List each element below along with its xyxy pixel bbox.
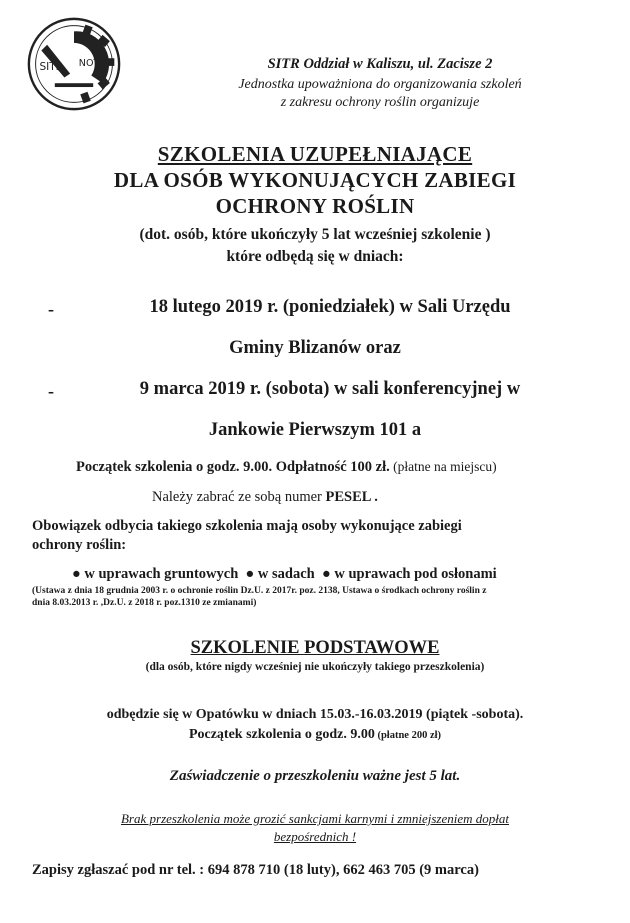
contact-phones: Zapisy zgłaszać pod nr tel. : 694 878 710 (18 luty), 662 463 705 (9 marca) (32, 862, 479, 878)
basic-training-dates: odbędzie się w Opatówku w dniach 15.03.-16.03.2019 (piątek -sobota). (106, 707, 524, 722)
date-1-line-1: 18 lutego 2019 r. (poniedziałek) w Sali Urzędu (149, 297, 511, 317)
warning-line-1: Brak przeszkolenia może grozić sankcjami karnymi i zmniejszeniem dopłat (120, 811, 510, 826)
bullet-list (72, 566, 497, 583)
date-2-line-1: 9 marca 2019 r. (sobota) w sali konferencyjnej w (139, 379, 521, 399)
logo-sitr-text: SITR (39, 60, 64, 73)
pesel-note (152, 489, 378, 506)
subtitle-dates-intro: które odbędą się w dniach: (226, 248, 404, 265)
date-2-line-2: Jankowie Pierwszym 101 a (208, 420, 422, 440)
authorization-line-2: z zakresu ochrony roślin organizuje (280, 95, 480, 110)
title-line-1: SZKOLENIA UZUPEŁNIAJĄCE (157, 142, 473, 166)
law-reference (32, 585, 622, 609)
bullet-item-orchards: w sadach (257, 566, 315, 582)
bullet-icon: ● (72, 566, 81, 582)
start-info (76, 459, 497, 476)
title-line-3: OCHRONY ROŚLIN (215, 194, 415, 218)
pesel-bold: PESEL . (325, 489, 378, 505)
basic-training-title: SZKOLENIE PODSTAWOWE (190, 638, 440, 658)
authorization-text (140, 76, 620, 112)
law-line-1: (Ustawa z dnia 18 grudnia 2003 r. o ochronie roślin Dz.U. z 2017r. poz. 2138, Ustawa o środkach ochrony roślin z (32, 586, 487, 596)
bullet-icon: ● (321, 566, 331, 582)
bullet-item-covered: w uprawach pod osłonami (334, 566, 497, 582)
law-line-2: dnia 8.03.2013 r. ,Dz.U. z 2018 r. poz.1310 ze zmianami) (32, 598, 257, 608)
start-info-payment: (płatne na miejscu) (389, 459, 497, 474)
warning-line-2: bezpośrednich ! (273, 829, 357, 844)
basic-start-payment: (płatne 200 zł) (374, 730, 442, 741)
obligation-line-2: ochrony roślin: (32, 537, 127, 553)
start-info-bold: Początek szkolenia o godz. 9.00. Odpłatność 100 zł. (76, 459, 390, 475)
pesel-text: Należy zabrać ze sobą numer (152, 489, 326, 505)
subtitle-5-years: (dot. osób, które ukończyły 5 lat wcześniej szkolenie ) (139, 226, 491, 243)
certificate-validity: Zaświadczenie o przeszkoleniu ważne jest 5 lat. (169, 768, 461, 784)
basic-start-bold: Początek szkolenia o godz. 9.00 (188, 727, 375, 742)
obligation-line-1: Obowiązek odbycia takiego szkolenia mają osoby wykonujące zabiegi (32, 518, 462, 534)
basic-training-subtitle: (dla osób, które nigdy wcześniej nie ukończyły takiego przeszkolenia) (145, 661, 485, 673)
bullet-icon: ● (245, 566, 255, 582)
org-address: SITR Oddział w Kaliszu, ul. Zacisze 2 (267, 56, 493, 72)
date-1-dash: - (48, 299, 54, 319)
date-2-dash: - (48, 381, 54, 401)
title-line-2: DLA OSÓB WYKONUJĄCYCH ZABIEGI (113, 168, 517, 192)
bullet-item-ground: w uprawach gruntowych (84, 566, 239, 582)
authorization-line-1: Jednostka upoważniona do organizowania szkoleń (238, 77, 522, 92)
logo-not-text: NOT (78, 57, 100, 69)
basic-training-start (0, 727, 630, 743)
sitr-not-logo (26, 16, 122, 112)
date-1-line-2: Gminy Blizanów oraz (229, 338, 401, 358)
